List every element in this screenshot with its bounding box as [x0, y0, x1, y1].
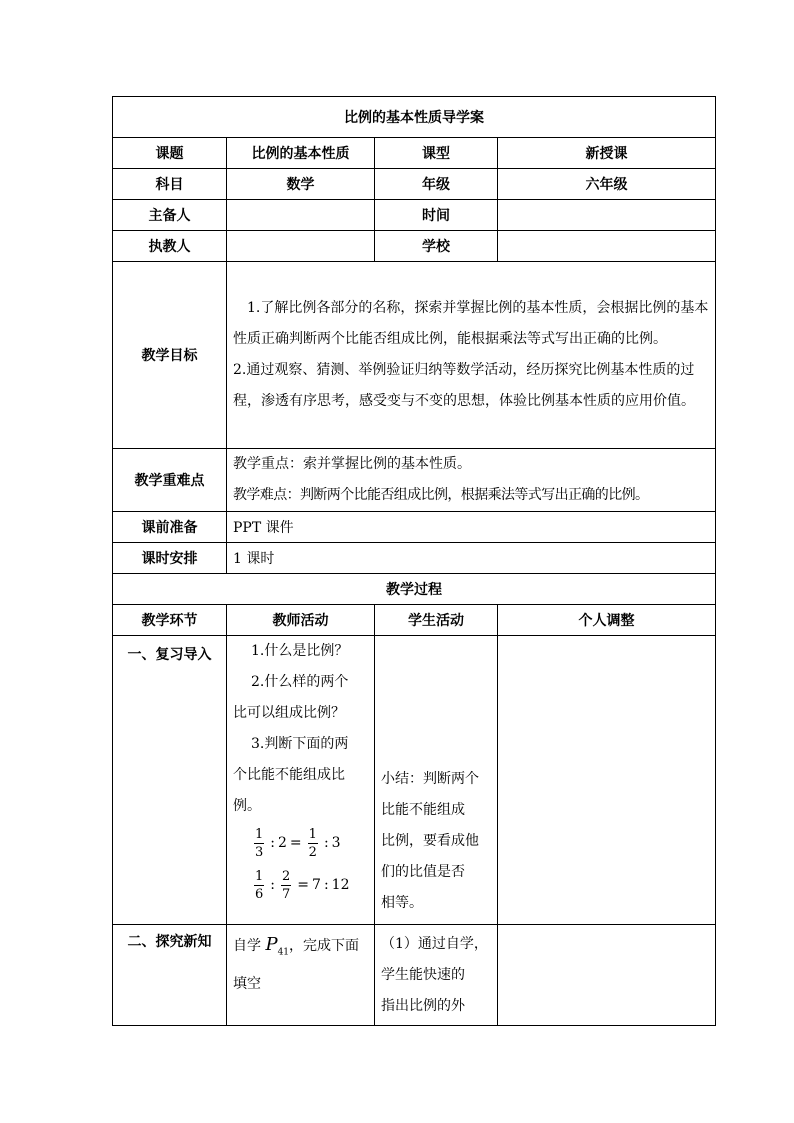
objective-1: 1.了解比例各部分的名称，探索并掌握比例的基本性质，会根据比例的基本性质正确判断两个比能否组成比例，能根据乘法等式写出正确的比例。: [233, 300, 709, 347]
preparer-value: [227, 200, 375, 231]
page-reference: $P_{41}$: [265, 934, 290, 958]
grade-value: 六年级: [498, 169, 716, 200]
stage1-student-line: 小结：判断两个: [381, 771, 479, 787]
process-header-adjust: 个人调整: [498, 605, 716, 636]
time-label: 时间: [375, 200, 498, 231]
stage1-q3a: 3.判断下面的两: [251, 736, 349, 752]
objectives-content: [227, 262, 716, 449]
school-label: 学校: [375, 231, 498, 262]
lesson-plan-table: [112, 96, 716, 1026]
type-value: 新授课: [498, 138, 716, 169]
prep-label: 课前准备: [113, 512, 227, 543]
stage1-student-line: 比能不能组成: [381, 802, 465, 818]
teacher-label: 执教人: [113, 231, 227, 262]
stage2-adjustment: [498, 925, 716, 1026]
fraction: $\frac{1}{3}$: [255, 826, 264, 860]
stage1-student-activity: [375, 636, 498, 925]
document-title: 比例的基本性质导学案: [113, 97, 716, 138]
process-header-stage: 教学环节: [113, 605, 227, 636]
grade-label: 年级: [375, 169, 498, 200]
stage1-adjustment: [498, 636, 716, 925]
stage2-teacher-activity: [227, 925, 375, 1026]
stage2-teacher-line1: 自学 $P_{41}$，完成下面: [233, 934, 360, 958]
fraction: $\frac{1}{6}$: [255, 868, 264, 902]
key-difficulty: 教学难点：判断两个比能否组成比例，根据乘法等式写出正确的比例。: [233, 487, 649, 503]
equation-2: $\frac{1}{6}$ : $\frac{2}{7}$ = 7 : 12: [255, 868, 350, 902]
subject-label: 科目: [113, 169, 227, 200]
schedule-label: 课时安排: [113, 543, 227, 574]
fraction: $\frac{2}{7}$: [282, 868, 291, 902]
key-points-content: [227, 449, 716, 512]
course-label: 课题: [113, 138, 227, 169]
stage2-student-line: （1）通过自学，: [381, 936, 488, 952]
subject-value: 数学: [227, 169, 375, 200]
stage1-student-line: 相等。: [381, 895, 423, 911]
equation-1: $\frac{1}{3}$ : 2 = $\frac{1}{2}$ : 3: [255, 826, 341, 860]
objective-2: 2.通过观察、猜测、举例验证归纳等数学活动，经历探究比例基本性质的过程，渗透有序思考，感受变与不变的思想，体验比例基本性质的应用价值。: [233, 362, 695, 409]
time-value: [498, 200, 716, 231]
prep-value: PPT 课件: [227, 512, 716, 543]
stage1-q2b: 比可以组成比例？: [233, 705, 345, 721]
stage2-student-activity: [375, 925, 498, 1026]
fraction: $\frac{1}{2}$: [308, 826, 317, 860]
key-points-label: 教学重难点: [113, 449, 227, 512]
stage1-student-line: 们的比值是否: [381, 864, 465, 880]
teacher-value: [227, 231, 375, 262]
school-value: [498, 231, 716, 262]
stage1-q3c: 例。: [233, 798, 261, 814]
stage2-teacher-line2: 填空: [233, 975, 261, 992]
course-value: 比例的基本性质: [227, 138, 375, 169]
stage1-q3b: 个比能不能组成比: [233, 767, 345, 783]
process-title: 教学过程: [113, 574, 716, 605]
process-header-student: 学生活动: [375, 605, 498, 636]
stage2-student-line: 指出比例的外: [381, 998, 465, 1014]
stage1-q2a: 2.什么样的两个: [251, 674, 349, 690]
stage1-teacher-activity: [227, 636, 375, 925]
stage1-name: 一、复习导入: [113, 636, 227, 925]
stage1-q1: 1.什么是比例？: [251, 643, 349, 659]
stage2-student-line: 学生能快速的: [381, 967, 465, 983]
stage2-name: 二、探究新知: [113, 925, 227, 1026]
key-focus: 教学重点：索并掌握比例的基本性质。: [233, 456, 471, 472]
type-label: 课型: [375, 138, 498, 169]
process-header-teacher: 教师活动: [227, 605, 375, 636]
preparer-label: 主备人: [113, 200, 227, 231]
stage1-student-line: 比例，要看成他: [381, 833, 479, 849]
schedule-value: 1 课时: [227, 543, 716, 574]
objectives-label: 教学目标: [113, 262, 227, 449]
